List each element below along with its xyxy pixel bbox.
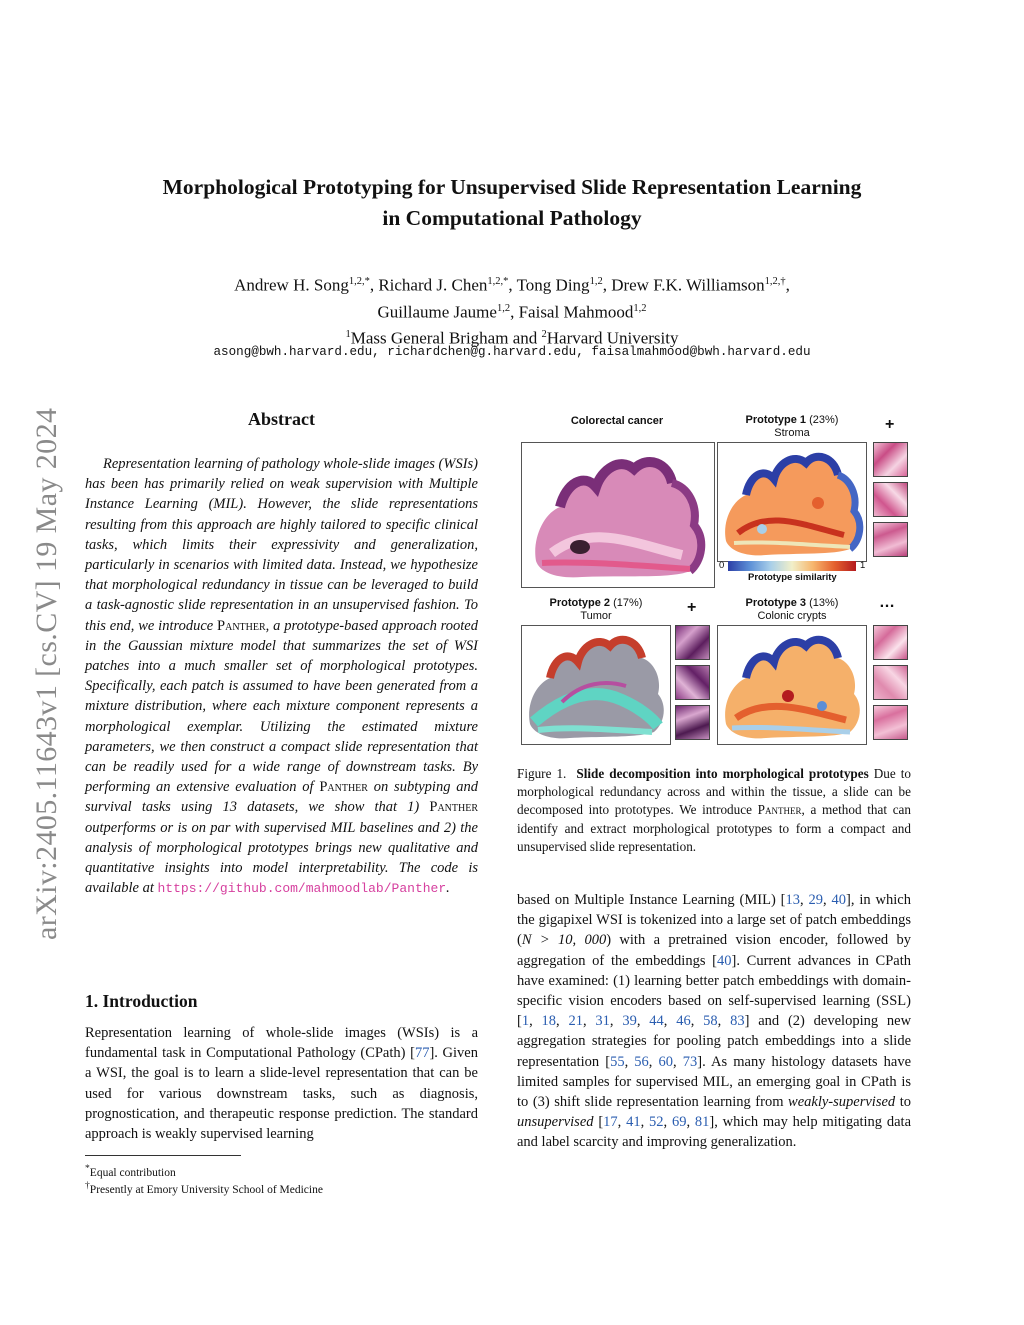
label-prototype-2	[521, 597, 671, 623]
prototype-3-patch-1	[873, 625, 908, 660]
body-text: ]. Current advances in CPath have examined: (1) learning better patch embeddings with domain-specific vision encoders based on self-supervised learning (SSL) [	[517, 952, 911, 1030]
intro-text: Representation learning of whole-slide images (WSIs) is a fundamental task in Computational Pathology (CPath) [	[85, 1025, 478, 1062]
prototype-2-patch-3	[675, 705, 710, 740]
caption-text: Due to morphological redundancy across and within the tissue, a slide can be decomposed into prototypes. We introduce	[517, 766, 912, 818]
method-name: Panther	[217, 617, 266, 634]
author-emails: asong@bwh.harvard.edu, richardchen@g.harvard.edu, faisalmahmood@bwh.harvard.edu	[213, 345, 811, 359]
prototype-2-patch-2	[675, 665, 710, 700]
citation-link[interactable]: 31	[595, 1013, 610, 1030]
citation-link[interactable]: 41	[626, 1114, 641, 1131]
prototype-3-patch-3	[873, 705, 908, 740]
citation-link[interactable]: 83	[730, 1013, 745, 1030]
citation-link[interactable]: 69	[671, 1114, 687, 1131]
section-heading-introduction: 1. Introduction	[85, 991, 198, 1011]
citation-link[interactable]: 46	[676, 1013, 691, 1030]
similarity-colorbar	[728, 561, 856, 571]
citation-link[interactable]: 56	[634, 1053, 649, 1070]
author-line-1: Andrew H. Song$^{1,2,*}$, Richard J. Chen$^{1,2,*}$, Tong Ding$^{1,2}$, Drew F.K. Williamson$^{1,2,\dagger}$,	[234, 275, 790, 295]
citation-link[interactable]: 13	[785, 892, 801, 908]
method-name: Panther	[757, 802, 802, 818]
prototype-1-patch-3	[873, 522, 908, 557]
method-name: Panther	[429, 799, 478, 816]
abstract-heading: Abstract	[248, 409, 315, 429]
intro-text: ]. Given a WSI, the goal is to learn a slide-level representation that can be used for various downstream tasks, such as diagnosis, prognostication, and therapeutic response prediction. The standard approach is weakly supervised learning	[85, 1045, 478, 1143]
emphasis: unsupervised	[517, 1114, 594, 1131]
footnote-mark: †	[85, 1180, 90, 1191]
colorbar-min: 0	[719, 560, 725, 571]
abstract-text: outperforms or is on par with supervised MIL baselines and 2) the analysis of morphological prototypes brings new qualitative and quantitative insights into model interpretability. The code is available at	[85, 819, 478, 897]
citation-link[interactable]: 21	[568, 1013, 583, 1030]
prototype-2-heatmap-panel	[521, 625, 671, 745]
affiliation-2: Harvard University	[546, 328, 679, 348]
colorbar-label: Prototype similarity	[748, 572, 837, 583]
affil-mark: 2	[541, 329, 547, 341]
title-line-1: Morphological Prototyping for Unsupervised Slide Representation Learning	[162, 175, 862, 199]
label-text: Tumor	[580, 610, 612, 622]
label-text: Prototype 1	[745, 414, 807, 426]
label-text: Colorectal cancer	[570, 415, 664, 427]
citation-link[interactable]: 52	[649, 1114, 664, 1131]
citation-link[interactable]: 60	[658, 1053, 674, 1070]
label-text: (23%)	[806, 414, 839, 426]
plus-symbol: +	[687, 599, 697, 616]
author-name: Guillaume Jaume	[377, 302, 497, 322]
body-text: ]. As many histology datasets have limited samples for supervised MIL, an emerging goal in CPath is to (3) shift slide representation learning from	[517, 1053, 912, 1111]
label-text: Stroma	[774, 427, 810, 439]
body-text: ) with a pretrained vision encoder, followed by aggregation of the embeddings [	[517, 932, 911, 969]
citation-link[interactable]: 29	[808, 892, 824, 908]
author-affil: 1,2	[589, 276, 603, 287]
author-affil: 1,2	[496, 302, 511, 314]
citation-link[interactable]: 77	[414, 1045, 430, 1062]
abstract-text: on subtyping and survival tasks using 13 datasets, we show that 1)	[85, 779, 478, 816]
citation-link[interactable]: 55	[610, 1053, 625, 1070]
emphasis: weakly-supervised	[788, 1094, 896, 1111]
citation-link[interactable]: 18	[541, 1013, 557, 1030]
footnote-2	[85, 1178, 323, 1198]
body-text: ] and (2) developing new aggregation strategies for pooling patch embeddings into a slide representation [	[517, 1013, 912, 1070]
caption-text: , a method that can identify and extract morphological prototypes to form a compact and unsupervised slide representation.	[517, 802, 912, 854]
body-text: based on Multiple Instance Learning (MIL) [	[517, 892, 786, 908]
body-text: to	[895, 1094, 911, 1111]
abstract-body	[85, 454, 478, 899]
abstract-text: Representation learning of pathology whole-slide images (WSIs) has been has primarily relied on weak supervision with Multiple Instance Learning (MIL). However, the slide representations resulting from this approach are highly tailored to specific clinical tasks, which limits their expressivity and generalization, particularly in scenarios with limited data. Instead, we hypothesize that morphological redundancy in tissue can be leveraged to build a task-agnostic slide representation in an unsupervised fashion. To this end, we introduce	[85, 456, 478, 634]
label-text: Prototype 2	[549, 597, 611, 609]
prototype-3-patch-2	[873, 665, 908, 700]
label-text: Prototype 3	[745, 597, 807, 609]
method-name: Panther	[319, 779, 368, 796]
author-affil: 1,2,*	[487, 276, 509, 287]
label-text: (13%)	[806, 597, 839, 609]
author-block	[90, 270, 934, 350]
introduction-body	[85, 1023, 478, 1144]
footnote-rule	[85, 1155, 241, 1156]
author-name: Andrew H. Song	[234, 275, 349, 295]
author-affil: 1,2	[633, 302, 647, 314]
colorbar-max: 1	[860, 560, 866, 571]
author-name: Faisal Mahmood	[518, 302, 634, 322]
label-prototype-1	[722, 414, 862, 440]
abstract-text: .	[446, 880, 450, 897]
citation-link[interactable]: 81	[694, 1114, 710, 1131]
code-url-link[interactable]: https://github.com/mahmoodlab/Panther	[157, 881, 447, 897]
citation-link[interactable]: 40	[831, 892, 847, 908]
figure-1	[517, 410, 911, 755]
prototype-2-patch-1	[675, 625, 710, 660]
body-text: ,	[800, 892, 809, 908]
footnote-mark: *	[85, 1163, 90, 1174]
prototype-3-heatmap	[718, 626, 866, 744]
body-text: ,	[823, 892, 832, 908]
author-name: Drew F.K. Williamson	[611, 275, 765, 295]
plus-symbol: +	[885, 416, 895, 433]
author-line-2: Guillaume Jaume$^{1,2}$, Faisal Mahmood$^{1,2}$	[377, 302, 647, 322]
figure-1-caption	[517, 765, 911, 856]
body-text: ], in which the gigapixel WSI is tokenized into a large set of patch embeddings (	[517, 892, 911, 949]
citation-link[interactable]: 44	[649, 1013, 664, 1030]
prototype-1-patch-1	[873, 442, 908, 477]
author-affil: 1,2,†	[764, 276, 786, 287]
author-name: Richard J. Chen	[378, 275, 488, 295]
footnote-text: Presently at Emory University School of Medicine	[89, 1183, 323, 1196]
label-colorectal-cancer	[537, 415, 697, 428]
footnote-text: Equal contribution	[89, 1166, 176, 1179]
affiliation-1: Mass General Brigham and	[350, 328, 542, 348]
prototype-2-heatmap	[522, 626, 670, 744]
title-line-2: in Computational Pathology	[382, 206, 642, 230]
prototype-1-heatmap	[718, 443, 866, 561]
caption-label: Figure 1.	[517, 766, 567, 781]
citation-link[interactable]: 17	[603, 1114, 618, 1131]
wsi-colorectal-panel	[521, 442, 715, 588]
prototype-3-heatmap-panel	[717, 625, 867, 745]
label-text: (17%)	[610, 597, 643, 609]
citation-link[interactable]: 39	[622, 1013, 637, 1030]
math-expression: N > 10, 000	[521, 932, 607, 949]
body-text: ], which may help mitigating data and label scarcity and improving generalization.	[517, 1114, 912, 1151]
prototype-1-heatmap-panel	[717, 442, 867, 562]
label-prototype-3	[722, 597, 862, 623]
affil-mark: 1	[345, 329, 351, 341]
paper-title	[90, 172, 934, 234]
arxiv-identifier: arXiv:2405.11643v1 [cs.CV] 19 May 2024	[30, 407, 63, 940]
caption-title: Slide decomposition into morphological prototypes	[576, 766, 869, 781]
citation-link[interactable]: 40	[717, 952, 732, 969]
right-column-body: based on Multiple Instance Learning (MIL) [13, 29, 40], in which the gigapixel WSI is tokenized into a large set of patch embeddings (N > 10, 000) with a pretrained vision encoder, followed by aggregation of the embeddings [40]. Current advances in CPath have examined: (1) learning better patch embeddings with domain-specific vision encoders based on self-supervised learning (SSL) [1, 18, 21, 31, 39, 44, 46, 58, 83] and (2) developing new aggregation strategies for pooling patch embeddings into a slide representation [55, 56, 60, 73]. As many histology datasets have limited samples for supervised MIL, an emerging goal in CPath is to (3) shift slide representation learning from weakly-supervised to unsupervised [17, 41, 52, 69, 81], which may help mitigating data and label scarcity and improving generalization.	[517, 892, 912, 1151]
author-name: Tong Ding	[516, 275, 590, 295]
citation-link[interactable]: 1	[521, 1013, 530, 1030]
citation-link[interactable]: 73	[682, 1053, 698, 1070]
author-affil: 1,2,*	[348, 276, 370, 287]
citation-link[interactable]: 58	[703, 1013, 718, 1030]
wsi-he-image	[522, 443, 714, 587]
ellipsis-symbol: …	[879, 594, 895, 611]
label-text: Colonic crypts	[757, 610, 827, 622]
prototype-1-patch-2	[873, 482, 908, 517]
body-text: [	[593, 1114, 604, 1131]
abstract-text: , a prototype-based approach rooted in the Gaussian mixture model that summarizes the set of WSI patches into a much smaller set of morphological prototypes. Specifically, each patch is assumed to have been generated from a mixture distribution, where each mixture component represents a morphological exemplar. Utilizing the estimated mixture parameters, we then construct a compact slide representation that can be readily used for a wide range of downstream tasks. By performing an extensive evaluation of	[85, 617, 478, 796]
